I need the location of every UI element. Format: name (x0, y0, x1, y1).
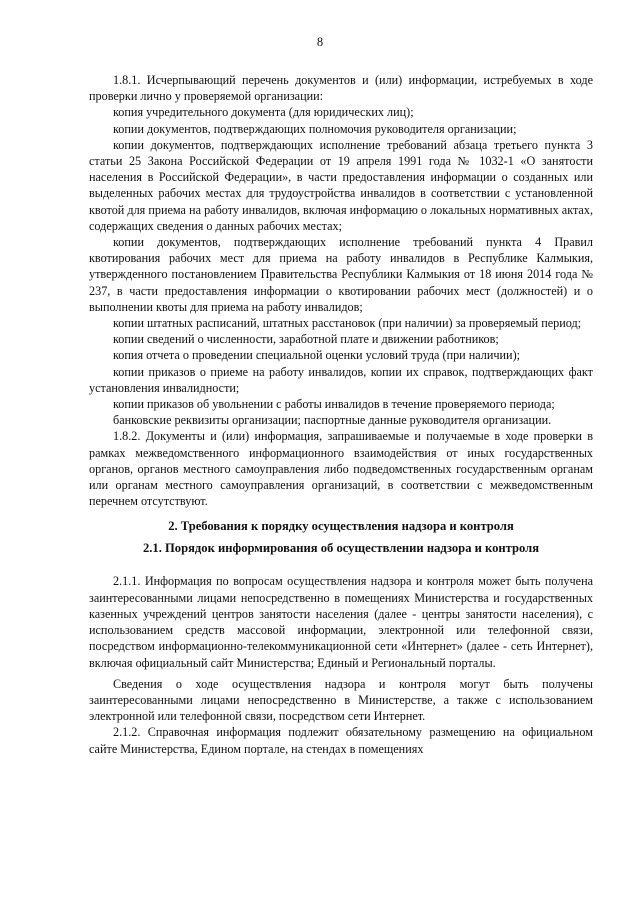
paragraph-2-1-1: 2.1.1. Информация по вопросам осуществления надзора и контроля может быть получена заинтересованными лицами непосредственно в помещениях Министерства и государственных казенных учреждений центров занятости населения (далее - центры занятости населения), с использованием средств массовой информации, электронной или телефонной связи, посредством информационно-телекоммуникационной сети «Интернет» (далее - сеть Интернет), включая официальный сайт Министерства; Единый и Региональный порталы. (89, 574, 593, 670)
list-item-charter: копия учредительного документа (для юридических лиц); (113, 105, 414, 120)
subsection-heading: 2.1. Порядок информирования об осуществлении надзора и контроля (142, 541, 540, 556)
document-body (89, 72, 593, 757)
paragraph-1-8-1: 1.8.1. Исчерпывающий перечень документов и (или) информации, истребуемых в ходе проверки лично у проверяемой организации: (89, 73, 593, 104)
paragraph-2-1-2: 2.1.2. Справочная информация подлежит обязательному размещению на официальном сайте Министерства, Едином портале, на стендах в помещениях (89, 725, 593, 756)
paragraph-1-8-2: 1.8.2. Документы и (или) информация, запрашиваемые и получаемые в ходе проверки в рамках межведомственного информационного взаимодействия от иных государственных органов, органов местного самоуправления либо подведомственных государственным органам или органам местного самоуправления организаций, в соответствии с межведомственным перечнем отсутствуют. (89, 429, 593, 509)
list-item-quota-rules: копии документов, подтверждающих исполнение требований пункта 4 Правил квотирования рабочих мест для приема на работу инвалидов в Республике Калмыкия, утвержденного постановлением Правительства Республики Калмыкия от 18 июня 2014 года № 237, в части предоставления информации о квотировании рабочих мест (должностей) и о выполнении квоты для приема на работу инвалидов; (89, 235, 593, 314)
list-item-headcount: копии сведений о численности, заработной плате и движении работников; (113, 332, 499, 347)
list-item-staffing: копии штатных расписаний, штатных расстановок (при наличии) за проверяемый период; (113, 316, 582, 331)
page-number: 8 (316, 35, 324, 49)
paragraph-progress-info: Сведения о ходе осуществления надзора и контроля могут быть получены заинтересованными лицами непосредственно в Министерстве, а также с использованием электронной или телефонной связи, посредством сети Интернет. (89, 676, 593, 724)
section-heading: 2. Требования к порядку осуществления надзора и контроля (168, 519, 514, 534)
list-item-quota-info: копии документов, подтверждающих исполнение требований абзаца третьего пункта 3 статьи 25 Закона Российской Федерации от 19 апреля 1991 года № 1032-1 «О занятости населения в Российской Федерации», в части предоставления информации о созданных или выделенных рабочих местах для трудоустройства инвалидов в соответствии с установленной квотой для приема на работу инвалидов, включая информацию о локальных нормативных актах, содержащих сведения о данных рабочих местах; (89, 137, 593, 233)
list-item-assessment: копия отчета о проведении специальной оценки условий труда (при наличии); (113, 348, 521, 363)
list-item-hiring-orders: копии приказов о приеме на работу инвалидов, копии их справок, подтверждающих факт установления инвалидности; (89, 364, 593, 395)
list-item-authority: копии документов, подтверждающих полномочия руководителя организации; (113, 121, 517, 136)
list-item-dismissal-orders: копии приказов об увольнении с работы инвалидов в течение проверяемого периода; (113, 397, 555, 412)
list-item-bank-details: банковские реквизиты организации; паспортные данные руководителя организации. (113, 413, 552, 428)
